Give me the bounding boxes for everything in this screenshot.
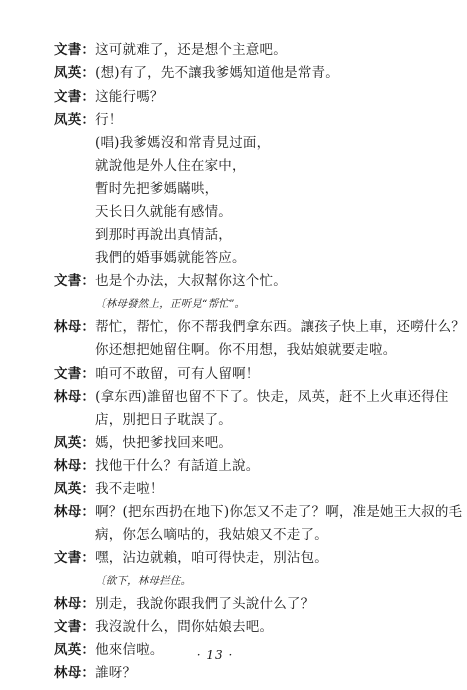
line-text: 店，別把日子耽誤了。: [95, 412, 232, 428]
speaker-label: 林母：: [54, 596, 96, 612]
line-text: 帮忙，帮忙，你不帮我們拿东西。讓孩子快上車，还嘮什么？: [95, 319, 466, 335]
line-text: 誰呀？: [95, 665, 137, 681]
dialogue-line: [54, 456, 453, 476]
line-text: 找他干什么？有話道上說。: [95, 458, 260, 474]
dialogue-line: [54, 317, 466, 337]
line-text: 病，你怎么嘀咕的，我姑娘又不走了。: [95, 527, 328, 543]
line-text: 咱可不敢留，可有人留啊！: [95, 366, 260, 382]
speaker-label: 凤英：: [54, 435, 96, 451]
speaker-label: 凤英：: [54, 481, 96, 497]
speaker-label: 凤英：: [54, 112, 96, 128]
dialogue-line: [54, 63, 453, 83]
line-text: 行！: [95, 112, 123, 128]
song-line: [54, 179, 453, 199]
line-text: 別走，我說你跟我們了头說什么了？: [95, 596, 315, 612]
dialogue-line: [54, 640, 453, 660]
line-text: (想)有了，先不讓我爹媽知道他是常青。: [95, 65, 339, 81]
stage-direction: [54, 571, 453, 591]
dialogue-line: [54, 271, 453, 291]
line-text: 这能行嗎？: [95, 89, 164, 105]
song-line: [54, 202, 453, 222]
dialogue-line: [54, 502, 463, 522]
dialogue-line: [54, 594, 453, 614]
song-line: [54, 133, 453, 153]
line-text: (拿东西)誰留也留不下了。快走，凤英，赶不上火車还得住: [95, 389, 449, 405]
line-text: (唱)我爹媽沒和常青見过面，: [95, 135, 271, 151]
line-text: 暫时先把爹媽瞞哄，: [95, 181, 219, 197]
song-line: [54, 225, 453, 245]
line-text: 就說他是外人住在家中，: [95, 158, 246, 174]
speaker-label: 林母：: [54, 665, 96, 681]
stage-direction: [54, 294, 453, 314]
speaker-label: 文書：: [54, 42, 96, 58]
speaker-label: 凤英：: [54, 642, 96, 658]
speaker-label: 文書：: [54, 550, 96, 566]
speaker-label: 林母：: [54, 504, 96, 520]
line-text: 天长日久就能有感情。: [95, 204, 232, 220]
speaker-label: 文書：: [54, 366, 96, 382]
continuation-line: [54, 410, 453, 430]
dialogue-line: [54, 479, 453, 499]
dialogue-line: [54, 617, 453, 637]
dialogue-line: [54, 387, 453, 407]
speaker-label: 林母：: [54, 458, 96, 474]
line-text: 我不走啦！: [95, 481, 164, 497]
speaker-label: 文書：: [54, 619, 96, 635]
line-text: 你还想把她留住啊。你不用想，我姑娘就要走啦。: [95, 342, 397, 358]
line-text: 啊？(把东西扔在地下)你怎又不走了？啊，准是她王大叔的毛: [95, 504, 463, 520]
continuation-line: [54, 525, 453, 545]
dialogue-line: [54, 40, 453, 60]
speaker-label: 文書：: [54, 273, 96, 289]
line-text: 我沒說什么，問你姑娘去吧。: [95, 619, 274, 635]
speaker-label: 林母：: [54, 319, 96, 335]
line-text: 媽，快把爹找回来吧。: [95, 435, 233, 451]
line-text: 也是个办法，大叔幫你这个忙。: [95, 273, 287, 289]
dialogue-line: [54, 663, 453, 683]
line-text: 〔林母發然上，正听見“帮忙”。: [95, 298, 246, 310]
speaker-label: 林母：: [54, 389, 96, 405]
continuation-line: [54, 340, 453, 360]
dialogue-line: [54, 110, 453, 130]
dialogue-line: [54, 364, 453, 384]
line-text: 他來信啦。: [95, 642, 164, 658]
line-text: 我們的婚事媽就能答应。: [95, 250, 246, 266]
song-line: [54, 156, 453, 176]
dialogue-line: [54, 548, 453, 568]
dialogue-line: [54, 433, 453, 453]
dialogue-line: [54, 87, 453, 107]
line-text: 嘿，沾边就賴，咱可得快走，別沾包。: [95, 550, 329, 566]
speaker-label: 文書：: [54, 89, 96, 105]
song-line: [54, 248, 453, 268]
page-number: · 13 ·: [196, 648, 234, 662]
line-text: 到那时再說出真情話，: [95, 227, 232, 243]
line-text: 这可就难了，还是想个主意吧。: [95, 42, 287, 58]
line-text: 〔欲下，林母拦住。: [95, 575, 192, 587]
speaker-label: 凤英：: [54, 65, 96, 81]
